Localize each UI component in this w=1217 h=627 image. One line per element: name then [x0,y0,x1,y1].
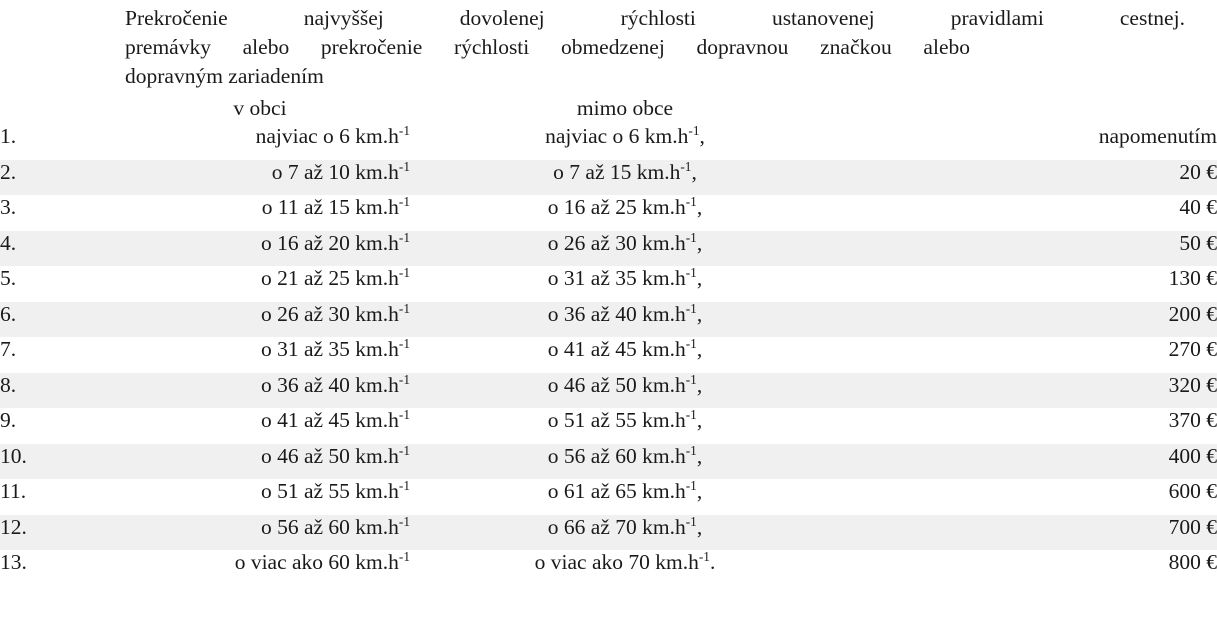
cell-in-town: o viac ako 60 $km.h^{-1}$ [234,548,410,574]
cell-in-town: o 51 až 55 $km.h^{-1}$ [260,477,410,503]
intro-word: najvyššej [303,6,384,30]
intro-word: alebo [242,35,290,59]
cell-in-town: o 21 až 25 $km.h^{-1}$ [260,264,410,290]
cell-out-town: najviac o 6 $km.h^{-1}$, [545,122,705,148]
intro-word: Prekročenie [125,6,228,30]
column-header-number [0,92,90,124]
unit-exponent: -1 [398,406,410,422]
unit-exponent: -1 [685,335,697,351]
unit-exponent: -1 [398,264,410,280]
cell-fine: 800 € [1168,550,1217,574]
cell-in-town: o 26 až 30 $km.h^{-1}$ [260,300,410,326]
row-number: 12. [0,514,27,539]
cell-fine: 270 € [1168,337,1217,361]
unit-exponent: -1 [685,442,697,458]
unit-exponent: -1 [685,229,697,245]
intro-line-2 [125,33,970,62]
table-head [0,92,1217,124]
unit-exponent: -1 [398,335,410,351]
unit-exponent: -1 [398,122,410,138]
cell-fine: 40 € [1179,195,1217,219]
intro-line-1 [125,4,1185,33]
unit-exponent: -1 [685,264,697,280]
cell-out-town: o 46 až 50 $km.h^{-1}$, [547,371,703,397]
cell-out-town: o 31 až 35 $km.h^{-1}$, [547,264,703,290]
cell-in-town: najviac o 6 $km.h^{-1}$ [255,122,410,148]
cell-in-town: o 56 až 60 $km.h^{-1}$ [260,513,410,539]
cell-fine: napomenutím [1098,124,1217,148]
unit-exponent: -1 [685,477,697,493]
intro-word: dovolenej [459,6,545,30]
cell-out-town: o 41 až 45 $km.h^{-1}$, [547,335,703,361]
cell-in-town: o 31 až 35 $km.h^{-1}$ [260,335,410,361]
intro-word: pravidlami [950,6,1044,30]
intro-word: prekročenie [320,35,423,59]
table-row [0,444,1217,480]
column-header-in-town: v obci [233,96,287,120]
intro-word: alebo [923,35,970,59]
row-number: 6. [0,301,17,326]
table-row [0,550,1217,586]
unit-exponent: -1 [398,371,410,387]
unit-exponent: -1 [685,513,697,529]
unit-exponent: -1 [398,442,410,458]
table-row [0,373,1217,409]
cell-fine: 600 € [1168,479,1217,503]
table-row [0,337,1217,373]
intro-word: rýchlosti [620,6,696,30]
unit-exponent: -1 [685,371,697,387]
unit-exponent: -1 [398,158,410,174]
unit-exponent: -1 [685,193,697,209]
cell-out-town: o 56 až 60 $km.h^{-1}$, [547,442,703,468]
unit-exponent: -1 [398,229,410,245]
intro-word: značkou [820,35,892,59]
cell-fine: 370 € [1168,408,1217,432]
row-number: 4. [0,230,17,255]
table-row [0,302,1217,338]
cell-in-town: o 41 až 45 $km.h^{-1}$ [260,406,410,432]
unit-exponent: -1 [398,548,410,564]
row-number: 8. [0,372,17,397]
table-header-row [0,92,1217,124]
unit-exponent: -1 [688,122,700,138]
cell-out-town: o 36 až 40 $km.h^{-1}$, [547,300,703,326]
row-number: 11. [0,479,27,503]
cell-in-town: o 7 až 10 $km.h^{-1}$ [271,158,410,184]
cell-fine: 200 € [1168,301,1217,326]
intro-word: premávky [125,35,211,59]
unit-exponent: -1 [398,193,410,209]
cell-out-town: o 66 až 70 $km.h^{-1}$, [547,513,703,539]
cell-in-town: o 11 až 15 $km.h^{-1}$ [261,193,410,219]
table-body [0,124,1217,586]
cell-fine: 400 € [1168,443,1217,468]
cell-fine: 20 € [1179,159,1217,184]
row-number: 1. [0,124,17,148]
unit-exponent: -1 [680,158,692,174]
row-number: 7. [0,337,17,361]
table-row [0,160,1217,196]
unit-exponent: -1 [398,300,410,316]
cell-in-town: o 46 až 50 $km.h^{-1}$ [260,442,410,468]
intro-word: ustanovenej [771,6,875,30]
cell-in-town: o 36 až 40 $km.h^{-1}$ [260,371,410,397]
cell-fine: 320 € [1168,372,1217,397]
cell-out-town: o viac ako 70 $km.h^{-1}$. [534,548,716,574]
table-row [0,231,1217,267]
table-row [0,515,1217,551]
table-row [0,408,1217,444]
row-number: 5. [0,266,17,290]
column-header-fine [840,92,1217,124]
cell-fine: 50 € [1179,230,1217,255]
row-number: 10. [0,443,27,468]
row-number: 2. [0,159,17,184]
table-row [0,479,1217,515]
cell-out-town: o 51 až 55 $km.h^{-1}$, [547,406,703,432]
intro-word: rýchlosti [454,35,530,59]
row-number: 3. [0,195,17,219]
unit-exponent: -1 [698,548,710,564]
cell-out-town: o 7 až 15 $km.h^{-1}$, [553,158,697,184]
unit-exponent: -1 [685,300,697,316]
intro-paragraph [125,4,1185,91]
unit-exponent: -1 [685,406,697,422]
cell-fine: 700 € [1168,514,1217,539]
row-number: 9. [0,408,17,432]
intro-word: obmedzenej [560,35,665,59]
table-row [0,195,1217,231]
cell-in-town: o 16 až 20 $km.h^{-1}$ [260,229,410,255]
unit-exponent: -1 [398,513,410,529]
intro-word: cestnej. [1119,6,1185,30]
row-number: 13. [0,550,27,574]
cell-out-town: o 61 až 65 $km.h^{-1}$, [547,477,703,503]
cell-out-town: o 16 až 25 $km.h^{-1}$, [547,193,703,219]
cell-fine: 130 € [1168,266,1217,290]
intro-line-3: dopravným zariadením [125,64,324,88]
intro-word: dopravnou [696,35,789,59]
unit-exponent: -1 [398,477,410,493]
column-header-out-town: mimo obce [576,96,674,120]
table-row [0,124,1217,160]
cell-out-town: o 26 až 30 $km.h^{-1}$, [547,229,703,255]
speeding-fines-table [0,92,1217,586]
table-row [0,266,1217,302]
